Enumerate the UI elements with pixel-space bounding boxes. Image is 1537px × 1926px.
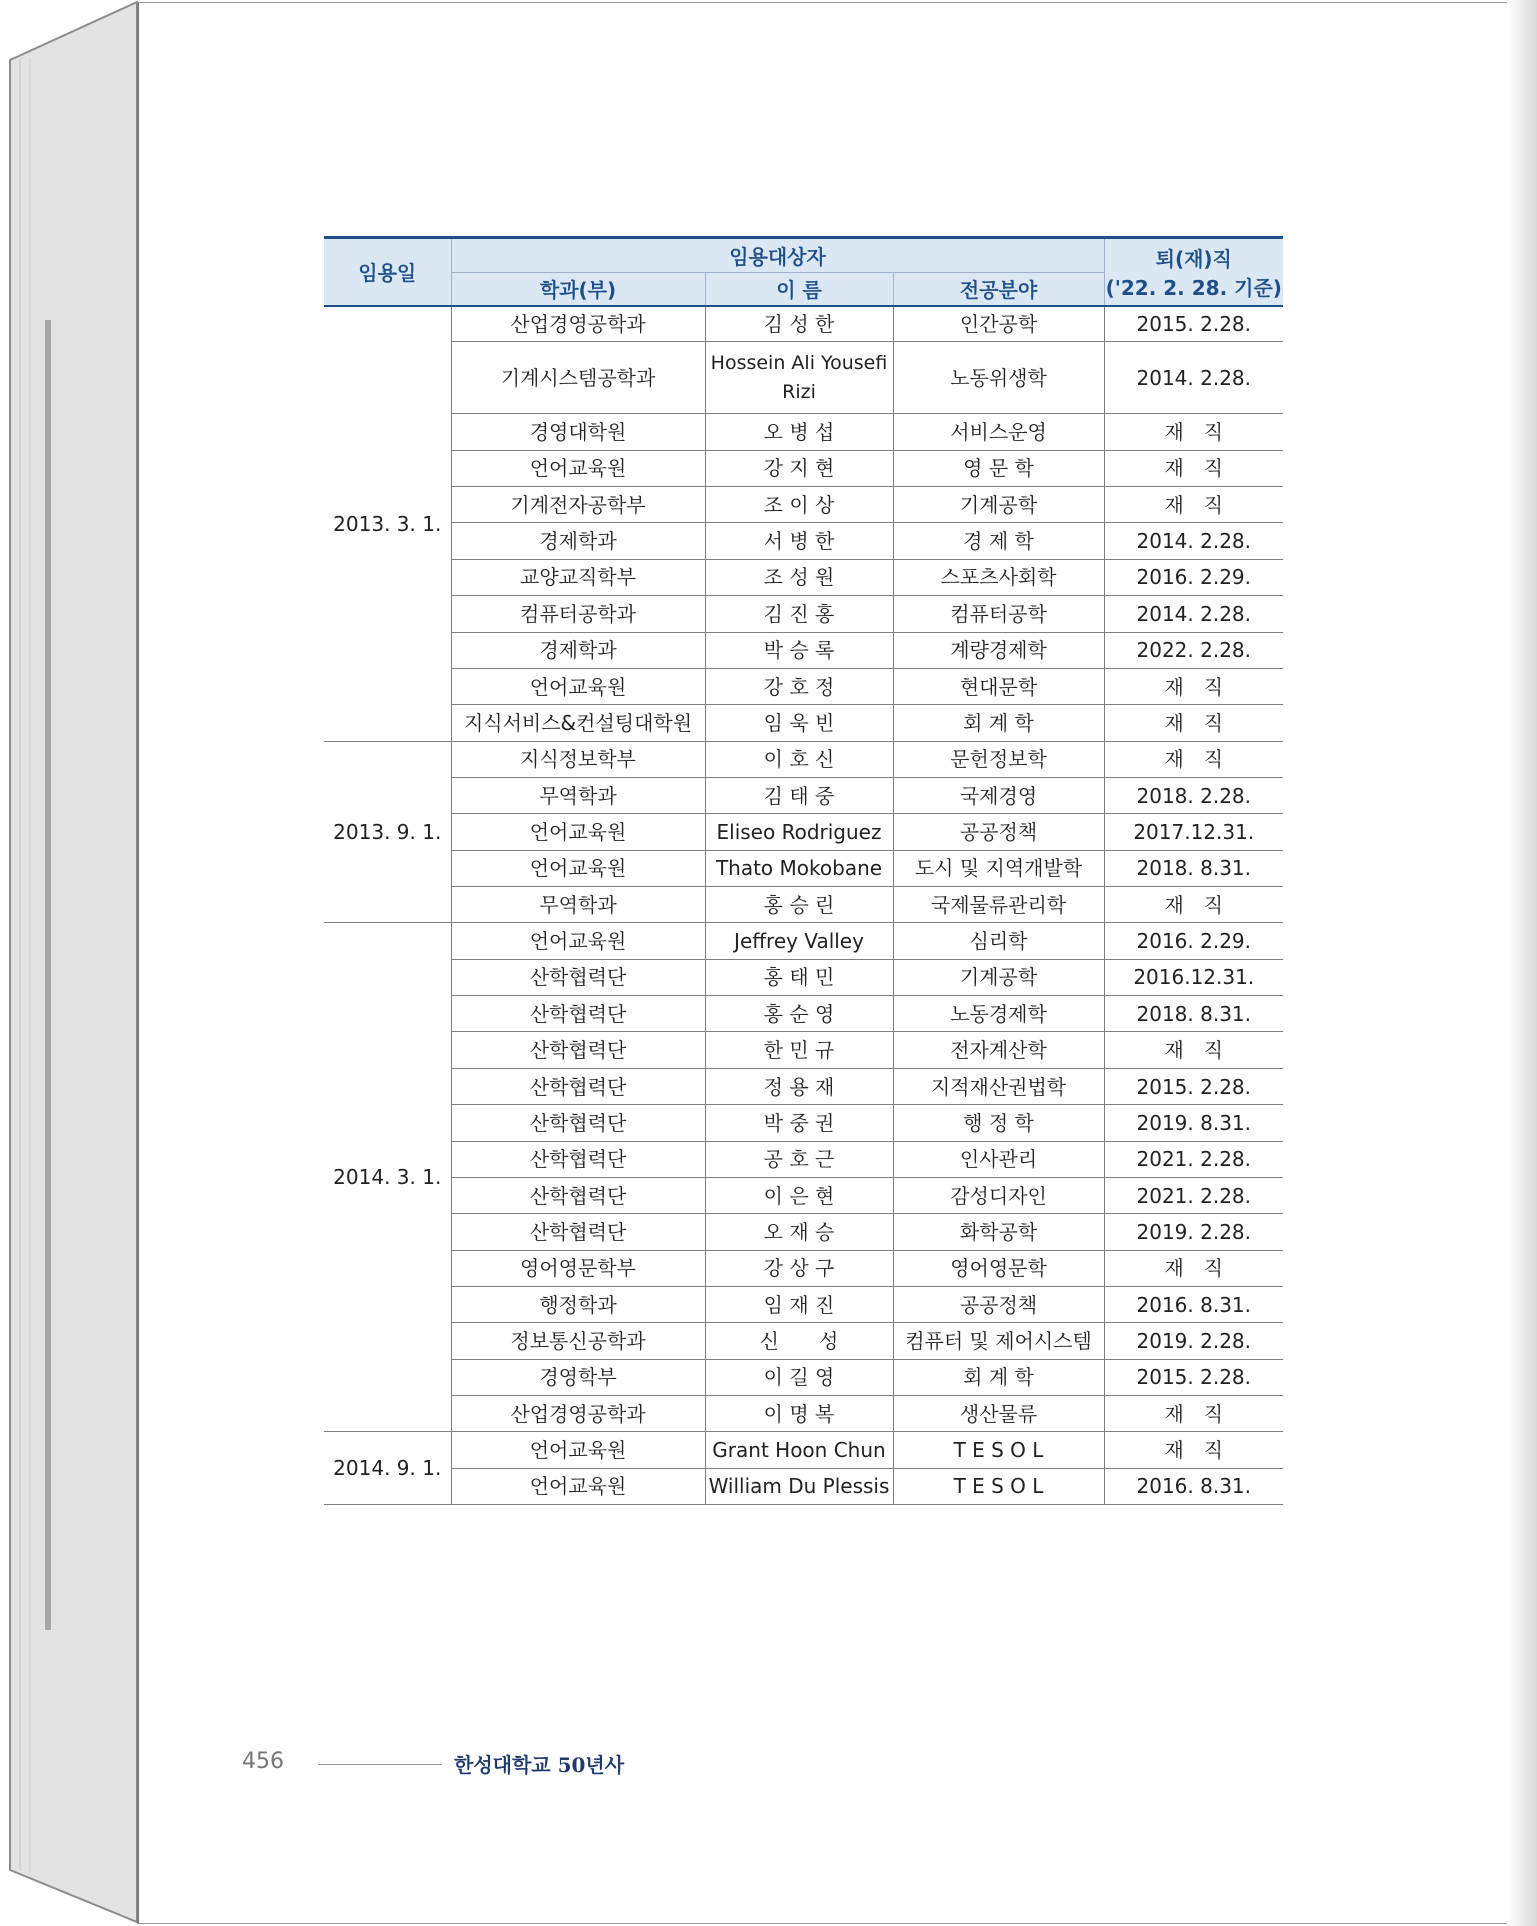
name-cell: 강 상 구 xyxy=(705,1250,893,1286)
status-cell: 2015. 2.28. xyxy=(1104,306,1283,342)
table-row xyxy=(324,1177,1283,1213)
major-cell: 스포츠사회학 xyxy=(893,559,1104,595)
book-edge xyxy=(0,0,140,1926)
name-cell: 홍 태 민 xyxy=(705,959,893,995)
status-cell: 2017.12.31. xyxy=(1104,814,1283,850)
department-cell: 컴퓨터공학과 xyxy=(451,596,705,632)
table-row xyxy=(324,1323,1283,1359)
major-cell: T E S O L xyxy=(893,1468,1104,1504)
major-cell: 인사관리 xyxy=(893,1141,1104,1177)
name-cell: 강 지 현 xyxy=(705,450,893,486)
name-cell: 한 민 규 xyxy=(705,1032,893,1068)
major-cell: 도시 및 지역개발학 xyxy=(893,850,1104,886)
major-cell: 노동위생학 xyxy=(893,342,1104,414)
table-body xyxy=(324,306,1283,1505)
department-cell: 경영대학원 xyxy=(451,414,705,450)
page-number: 456 xyxy=(242,1749,284,1774)
department-cell: 언어교육원 xyxy=(451,850,705,886)
header-name: 이 름 xyxy=(705,273,893,306)
department-cell: 산학협력단 xyxy=(451,1177,705,1213)
status-cell: 재 직 xyxy=(1104,1396,1283,1432)
name-cell: 정 용 재 xyxy=(705,1068,893,1104)
department-cell: 영어영문학부 xyxy=(451,1250,705,1286)
department-cell: 무역학과 xyxy=(451,777,705,813)
major-cell: 행 정 학 xyxy=(893,1105,1104,1141)
table-row xyxy=(324,342,1283,414)
department-cell: 기계시스템공학과 xyxy=(451,342,705,414)
footer-rule xyxy=(318,1764,442,1765)
department-cell: 정보통신공학과 xyxy=(451,1323,705,1359)
major-cell: 계량경제학 xyxy=(893,632,1104,668)
status-cell: 2016. 2.29. xyxy=(1104,559,1283,595)
table-row xyxy=(324,1286,1283,1322)
name-cell: Thato Mokobane xyxy=(705,850,893,886)
table-row xyxy=(324,487,1283,523)
name-cell: 홍 승 린 xyxy=(705,887,893,923)
status-cell: 2018. 8.31. xyxy=(1104,996,1283,1032)
department-cell: 무역학과 xyxy=(451,887,705,923)
name-cell: 임 재 진 xyxy=(705,1286,893,1322)
status-cell: 2016. 8.31. xyxy=(1104,1286,1283,1322)
status-cell: 재 직 xyxy=(1104,705,1283,741)
table-row xyxy=(324,1359,1283,1395)
department-cell: 산업경영공학과 xyxy=(451,306,705,342)
department-cell: 산학협력단 xyxy=(451,1105,705,1141)
name-cell: 김 성 한 xyxy=(705,306,893,342)
status-cell: 2014. 2.28. xyxy=(1104,596,1283,632)
table-row xyxy=(324,1432,1283,1468)
appointment-date: 2014. 9. 1. xyxy=(324,1432,451,1505)
status-cell: 재 직 xyxy=(1104,487,1283,523)
name-cell: Eliseo Rodriguez xyxy=(705,814,893,850)
major-cell: 노동경제학 xyxy=(893,996,1104,1032)
status-cell: 재 직 xyxy=(1104,1432,1283,1468)
table-row xyxy=(324,1105,1283,1141)
major-cell: 국제경영 xyxy=(893,777,1104,813)
major-cell: 심리학 xyxy=(893,923,1104,959)
major-cell: 공공정책 xyxy=(893,814,1104,850)
name-cell: Grant Hoon Chun xyxy=(705,1432,893,1468)
header-major: 전공분야 xyxy=(893,273,1104,306)
department-cell: 교양교직학부 xyxy=(451,559,705,595)
department-cell: 기계전자공학부 xyxy=(451,487,705,523)
name-cell: 김 태 중 xyxy=(705,777,893,813)
department-cell: 지식서비스&컨설팅대학원 xyxy=(451,705,705,741)
status-cell: 2014. 2.28. xyxy=(1104,523,1283,559)
department-cell: 산학협력단 xyxy=(451,1068,705,1104)
table-row xyxy=(324,923,1283,959)
name-cell: 조 이 상 xyxy=(705,487,893,523)
table-row xyxy=(324,414,1283,450)
department-cell: 산학협력단 xyxy=(451,1141,705,1177)
major-cell: 국제물류관리학 xyxy=(893,887,1104,923)
status-cell: 2016. 2.29. xyxy=(1104,923,1283,959)
table-row xyxy=(324,523,1283,559)
table-row xyxy=(324,959,1283,995)
table-row xyxy=(324,632,1283,668)
name-cell: Jeffrey Valley xyxy=(705,923,893,959)
name-cell: William Du Plessis xyxy=(705,1468,893,1504)
name-cell: 임 욱 빈 xyxy=(705,705,893,741)
status-cell: 재 직 xyxy=(1104,741,1283,777)
major-cell: 현대문학 xyxy=(893,668,1104,704)
status-cell: 2022. 2.28. xyxy=(1104,632,1283,668)
major-cell: 경 제 학 xyxy=(893,523,1104,559)
name-cell: 이 호 신 xyxy=(705,741,893,777)
status-cell: 재 직 xyxy=(1104,1250,1283,1286)
status-cell: 2016. 8.31. xyxy=(1104,1468,1283,1504)
major-cell: 공공정책 xyxy=(893,1286,1104,1322)
department-cell: 언어교육원 xyxy=(451,1468,705,1504)
appointment-date: 2013. 9. 1. xyxy=(324,741,451,923)
major-cell: 지적재산권법학 xyxy=(893,1068,1104,1104)
major-cell: 기계공학 xyxy=(893,487,1104,523)
major-cell: 화학공학 xyxy=(893,1214,1104,1250)
appointment-date: 2014. 3. 1. xyxy=(324,923,451,1432)
status-cell: 재 직 xyxy=(1104,414,1283,450)
name-cell: 강 호 정 xyxy=(705,668,893,704)
status-cell: 2019. 2.28. xyxy=(1104,1214,1283,1250)
department-cell: 지식정보학부 xyxy=(451,741,705,777)
table-row xyxy=(324,596,1283,632)
table-row xyxy=(324,1032,1283,1068)
table-row xyxy=(324,1468,1283,1504)
name-cell: 이 길 영 xyxy=(705,1359,893,1395)
name-cell: 이 은 현 xyxy=(705,1177,893,1213)
header-department: 학과(부) xyxy=(451,273,705,306)
header-date: 임용일 xyxy=(324,238,451,306)
status-cell: 2018. 8.31. xyxy=(1104,850,1283,886)
name-cell: 김 진 홍 xyxy=(705,596,893,632)
major-cell: 생산물류 xyxy=(893,1396,1104,1432)
department-cell: 행정학과 xyxy=(451,1286,705,1322)
name-cell: Hossein Ali Yousefi Rizi xyxy=(705,342,893,414)
major-cell: 회 계 학 xyxy=(893,1359,1104,1395)
name-cell: 서 병 한 xyxy=(705,523,893,559)
department-cell: 경영학부 xyxy=(451,1359,705,1395)
department-cell: 경제학과 xyxy=(451,523,705,559)
major-cell: 감성디자인 xyxy=(893,1177,1104,1213)
appointment-table xyxy=(324,236,1283,1505)
status-cell: 2015. 2.28. xyxy=(1104,1359,1283,1395)
department-cell: 산업경영공학과 xyxy=(451,1396,705,1432)
table-row xyxy=(324,887,1283,923)
table-row xyxy=(324,741,1283,777)
table-row xyxy=(324,1068,1283,1104)
name-cell: 박 중 권 xyxy=(705,1105,893,1141)
department-cell: 언어교육원 xyxy=(451,923,705,959)
table-row xyxy=(324,1250,1283,1286)
name-cell: 홍 순 영 xyxy=(705,996,893,1032)
department-cell: 경제학과 xyxy=(451,632,705,668)
major-cell: 문헌정보학 xyxy=(893,741,1104,777)
header-retirement-line2: ('22. 2. 28. 기준) xyxy=(1105,275,1282,300)
header-retirement-line1: 퇴(재)직 xyxy=(1155,246,1232,271)
name-cell: 오 재 승 xyxy=(705,1214,893,1250)
status-cell: 2019. 8.31. xyxy=(1104,1105,1283,1141)
name-cell: 조 성 원 xyxy=(705,559,893,595)
major-cell: 인간공학 xyxy=(893,306,1104,342)
status-cell: 2014. 2.28. xyxy=(1104,342,1283,414)
table-row xyxy=(324,668,1283,704)
major-cell: 영어영문학 xyxy=(893,1250,1104,1286)
major-cell: 전자계산학 xyxy=(893,1032,1104,1068)
status-cell: 2018. 2.28. xyxy=(1104,777,1283,813)
status-cell: 재 직 xyxy=(1104,1032,1283,1068)
table-row xyxy=(324,559,1283,595)
status-cell: 2021. 2.28. xyxy=(1104,1177,1283,1213)
department-cell: 산학협력단 xyxy=(451,1214,705,1250)
table-row xyxy=(324,1396,1283,1432)
appointment-date: 2013. 3. 1. xyxy=(324,306,451,742)
name-cell: 박 승 록 xyxy=(705,632,893,668)
name-cell: 이 명 복 xyxy=(705,1396,893,1432)
name-cell: 신 성 xyxy=(705,1323,893,1359)
major-cell: 컴퓨터공학 xyxy=(893,596,1104,632)
department-cell: 산학협력단 xyxy=(451,996,705,1032)
department-cell: 산학협력단 xyxy=(451,959,705,995)
book-title: 한성대학교 50년사 xyxy=(454,1753,625,1777)
name-cell: 오 병 섭 xyxy=(705,414,893,450)
major-cell: 기계공학 xyxy=(893,959,1104,995)
major-cell: T E S O L xyxy=(893,1432,1104,1468)
major-cell: 회 계 학 xyxy=(893,705,1104,741)
header-appointee-group: 임용대상자 xyxy=(451,238,1104,273)
status-cell: 2015. 2.28. xyxy=(1104,1068,1283,1104)
table-row xyxy=(324,814,1283,850)
table-row xyxy=(324,705,1283,741)
status-cell: 재 직 xyxy=(1104,668,1283,704)
status-cell: 2021. 2.28. xyxy=(1104,1141,1283,1177)
department-cell: 언어교육원 xyxy=(451,450,705,486)
status-cell: 재 직 xyxy=(1104,887,1283,923)
page-edge-shadow xyxy=(1507,0,1537,1926)
table-row xyxy=(324,450,1283,486)
name-cell: 공 호 근 xyxy=(705,1141,893,1177)
major-cell: 컴퓨터 및 제어시스템 xyxy=(893,1323,1104,1359)
major-cell: 영 문 학 xyxy=(893,450,1104,486)
header-retirement xyxy=(1104,238,1283,306)
department-cell: 언어교육원 xyxy=(451,1432,705,1468)
table-row xyxy=(324,850,1283,886)
department-cell: 산학협력단 xyxy=(451,1032,705,1068)
status-cell: 재 직 xyxy=(1104,450,1283,486)
status-cell: 2019. 2.28. xyxy=(1104,1323,1283,1359)
department-cell: 언어교육원 xyxy=(451,668,705,704)
major-cell: 서비스운영 xyxy=(893,414,1104,450)
table-row xyxy=(324,777,1283,813)
department-cell: 언어교육원 xyxy=(451,814,705,850)
table-row xyxy=(324,996,1283,1032)
table-row xyxy=(324,1141,1283,1177)
table-row xyxy=(324,1214,1283,1250)
table-row xyxy=(324,306,1283,342)
status-cell: 2016.12.31. xyxy=(1104,959,1283,995)
